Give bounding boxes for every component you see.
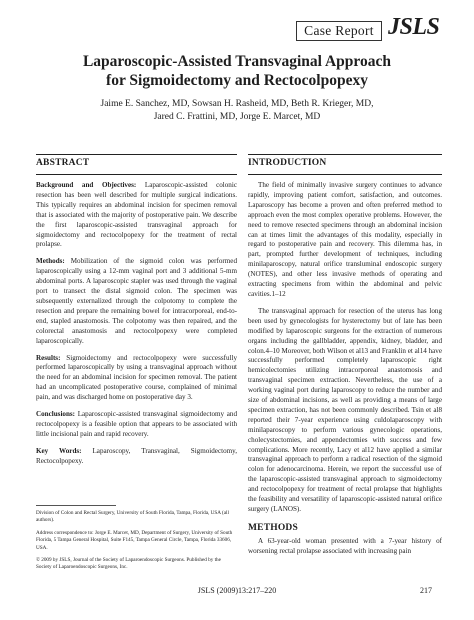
background-label: Background and Objectives: — [36, 181, 137, 189]
methods-paragraph-1: A 63-year-old woman presented with a 7-year history of worsening rectal prolapse associated with increasing pain — [248, 536, 442, 555]
authors-line-1: Jaime E. Sanchez, MD, Sowsan H. Rasheid, MD, Beth R. Krieger, MD, — [100, 99, 374, 109]
intro-heading-rule — [248, 174, 442, 175]
results-text: Sigmoidectomy and rectocolpopexy were successfully performed laparoscopically by using a transvaginal approach without the need for an abdominal incision for specimen removal. The patient had an uncomplicated postoperative course, complained of minimal pain, and was discharged home on postoperative day 3. — [36, 353, 237, 402]
abstract-background — [36, 181, 237, 250]
footnote-correspondence: Address correspondence to: Jorge E. Marcet, MD, Department of Surgery, University of South Florida, 5 Tampa General Hospital, Suite F145, Tampa General Circle, Tampa, Florida 33606, USA. — [36, 529, 233, 551]
page-number: 217 — [420, 586, 432, 595]
intro-top-rule — [248, 154, 442, 155]
abstract-methods — [36, 257, 237, 346]
methods-heading: METHODS — [248, 522, 298, 533]
title-line-2: for Sigmoidectomy and Rectocolpopexy — [106, 72, 368, 89]
results-label: Results: — [36, 353, 61, 362]
footnote-rule — [36, 505, 116, 506]
footnote-copyright: © 2009 by JSLS, Journal of the Society of Laparoendoscopic Surgeons. Published by the Society of Laparoendoscopic Surgeons, Inc. — [36, 557, 221, 571]
keywords-label: Key Words: — [36, 446, 82, 455]
body-column — [248, 154, 442, 564]
abstract-top-rule — [36, 154, 237, 155]
introduction-heading: INTRODUCTION — [248, 158, 327, 168]
introduction-paragraph-2: The transvaginal approach for resection of the uterus has long been used by gynecologists for hysterectomy but of late has been modified by laparoscopic surgeons for the extraction of numerous organs including the gallbladder, appendix, kidney, bladder, and colon.4–10 Moreover, both Wilson et al13 and Franklin et al14 have successfully performed completely laparoscopic right hemicolectomies utilizing intracorporeal anastomosis and transvaginal specimen extraction. Nevertheless, the use of a working vaginal port during laparoscopy to reduce the number and size of abdominal incisions, as well as providing a means of large specimen extraction, has not been commonly described. Tsin et al8 reported their 7-year experience using culdolaparoscopy with minilaparoscopy to perform various gynecologic operations, cholecystectomies, and appendectomies with success and few complications. More recently, Lacy et al12 have applied a similar transvaginal approach to perform a radical resection of the sigmoid colon for adenocarcinoma. Herein, we report the successful use of the laparoscopic-assisted transvaginal approach to sigmoidectomy and rectocolpopexy for treatment of rectal prolapse that highlights the feasibility and versatility of laparoscopic-assisted natural orifice surgery (LANOS). — [248, 306, 442, 513]
abstract-heading: ABSTRACT — [36, 158, 90, 168]
keywords-text: Laparoscopy, Transvaginal, Sigmoidectomy, Rectocolpopexy. — [36, 446, 237, 465]
abstract-keywords — [36, 447, 237, 467]
footer-citation: JSLS (2009)13:217–220 — [197, 586, 277, 595]
footnotes — [36, 505, 237, 577]
author-list — [50, 98, 424, 124]
authors-line-2: Jared C. Frattini, MD, Jorge E. Marcet, MD — [153, 112, 321, 122]
section-label: Case Report — [296, 21, 382, 41]
footnote-affiliation: Division of Colon and Rectal Surgery, University of South Florida, Tampa, Florida, USA (all authors). — [36, 510, 229, 524]
introduction-paragraph-1: The field of minimally invasive surgery continues to advance rapidly, improving patient comfort, satisfaction, and outcomes. Laparoscopy has become a proven and often preferred method to approach even the most complex operative problems. However, the need to remove resected specimens through an abdominal incision can at times limit the advantages of this modality, especially in regard to postoperative pain and recovery. This dilemma has, in part, prompted further development of techniques, including minilaparoscopy, natural orifice transluminal endoscopic surgery (NOTES), and other less invasive methods of operating and extracting specimens from within the abdominal and pelvic cavities.1–12 — [248, 181, 442, 298]
abstract-conclusions — [36, 410, 237, 440]
abstract-column — [36, 154, 237, 474]
conclusions-text: Laparoscopic-assisted transvaginal sigmoidectomy and rectocolpopexy is a feasible option that appears to be associated with little incisional pain and rapid recovery. — [36, 410, 237, 438]
methods-label: Methods: — [36, 257, 65, 266]
journal-logo: JSLS — [388, 14, 440, 40]
article-title — [50, 52, 424, 90]
abstract-results — [36, 354, 237, 404]
title-line-1: Laparoscopic-Assisted Transvaginal Approach — [82, 53, 392, 70]
conclusions-label: Conclusions: — [36, 410, 76, 419]
background-text: Laparoscopic-assisted colonic resection has been well described for multiple surgical indications. This typically requires an abdominal incision for specimen removal that is associated with the majority of postoperative pain. We describe the first laparoscopic-assisted transvaginal approach for sigmoidectomy and rectocolpopexy for the treatment of rectal prolapse. — [36, 181, 237, 249]
methods-text: Mobilization of the sigmoid colon was performed laparoscopically using a 12-mm vaginal port and 3 additional 5-mm abdominal ports. A laparoscopic stapler was used through the vaginal port to transect the distal sigmoid colon. The specimen was subsequently externalized through the colpotomy to complete the resection and prepare the remaining bowel for intracorporeal, end-to-end, stapled anastomosis. The colpotomy was then repaired, and the colorectal anastomosis and rectocolpopexy were completed laparoscopically. — [36, 257, 237, 345]
abstract-heading-rule — [36, 174, 237, 175]
